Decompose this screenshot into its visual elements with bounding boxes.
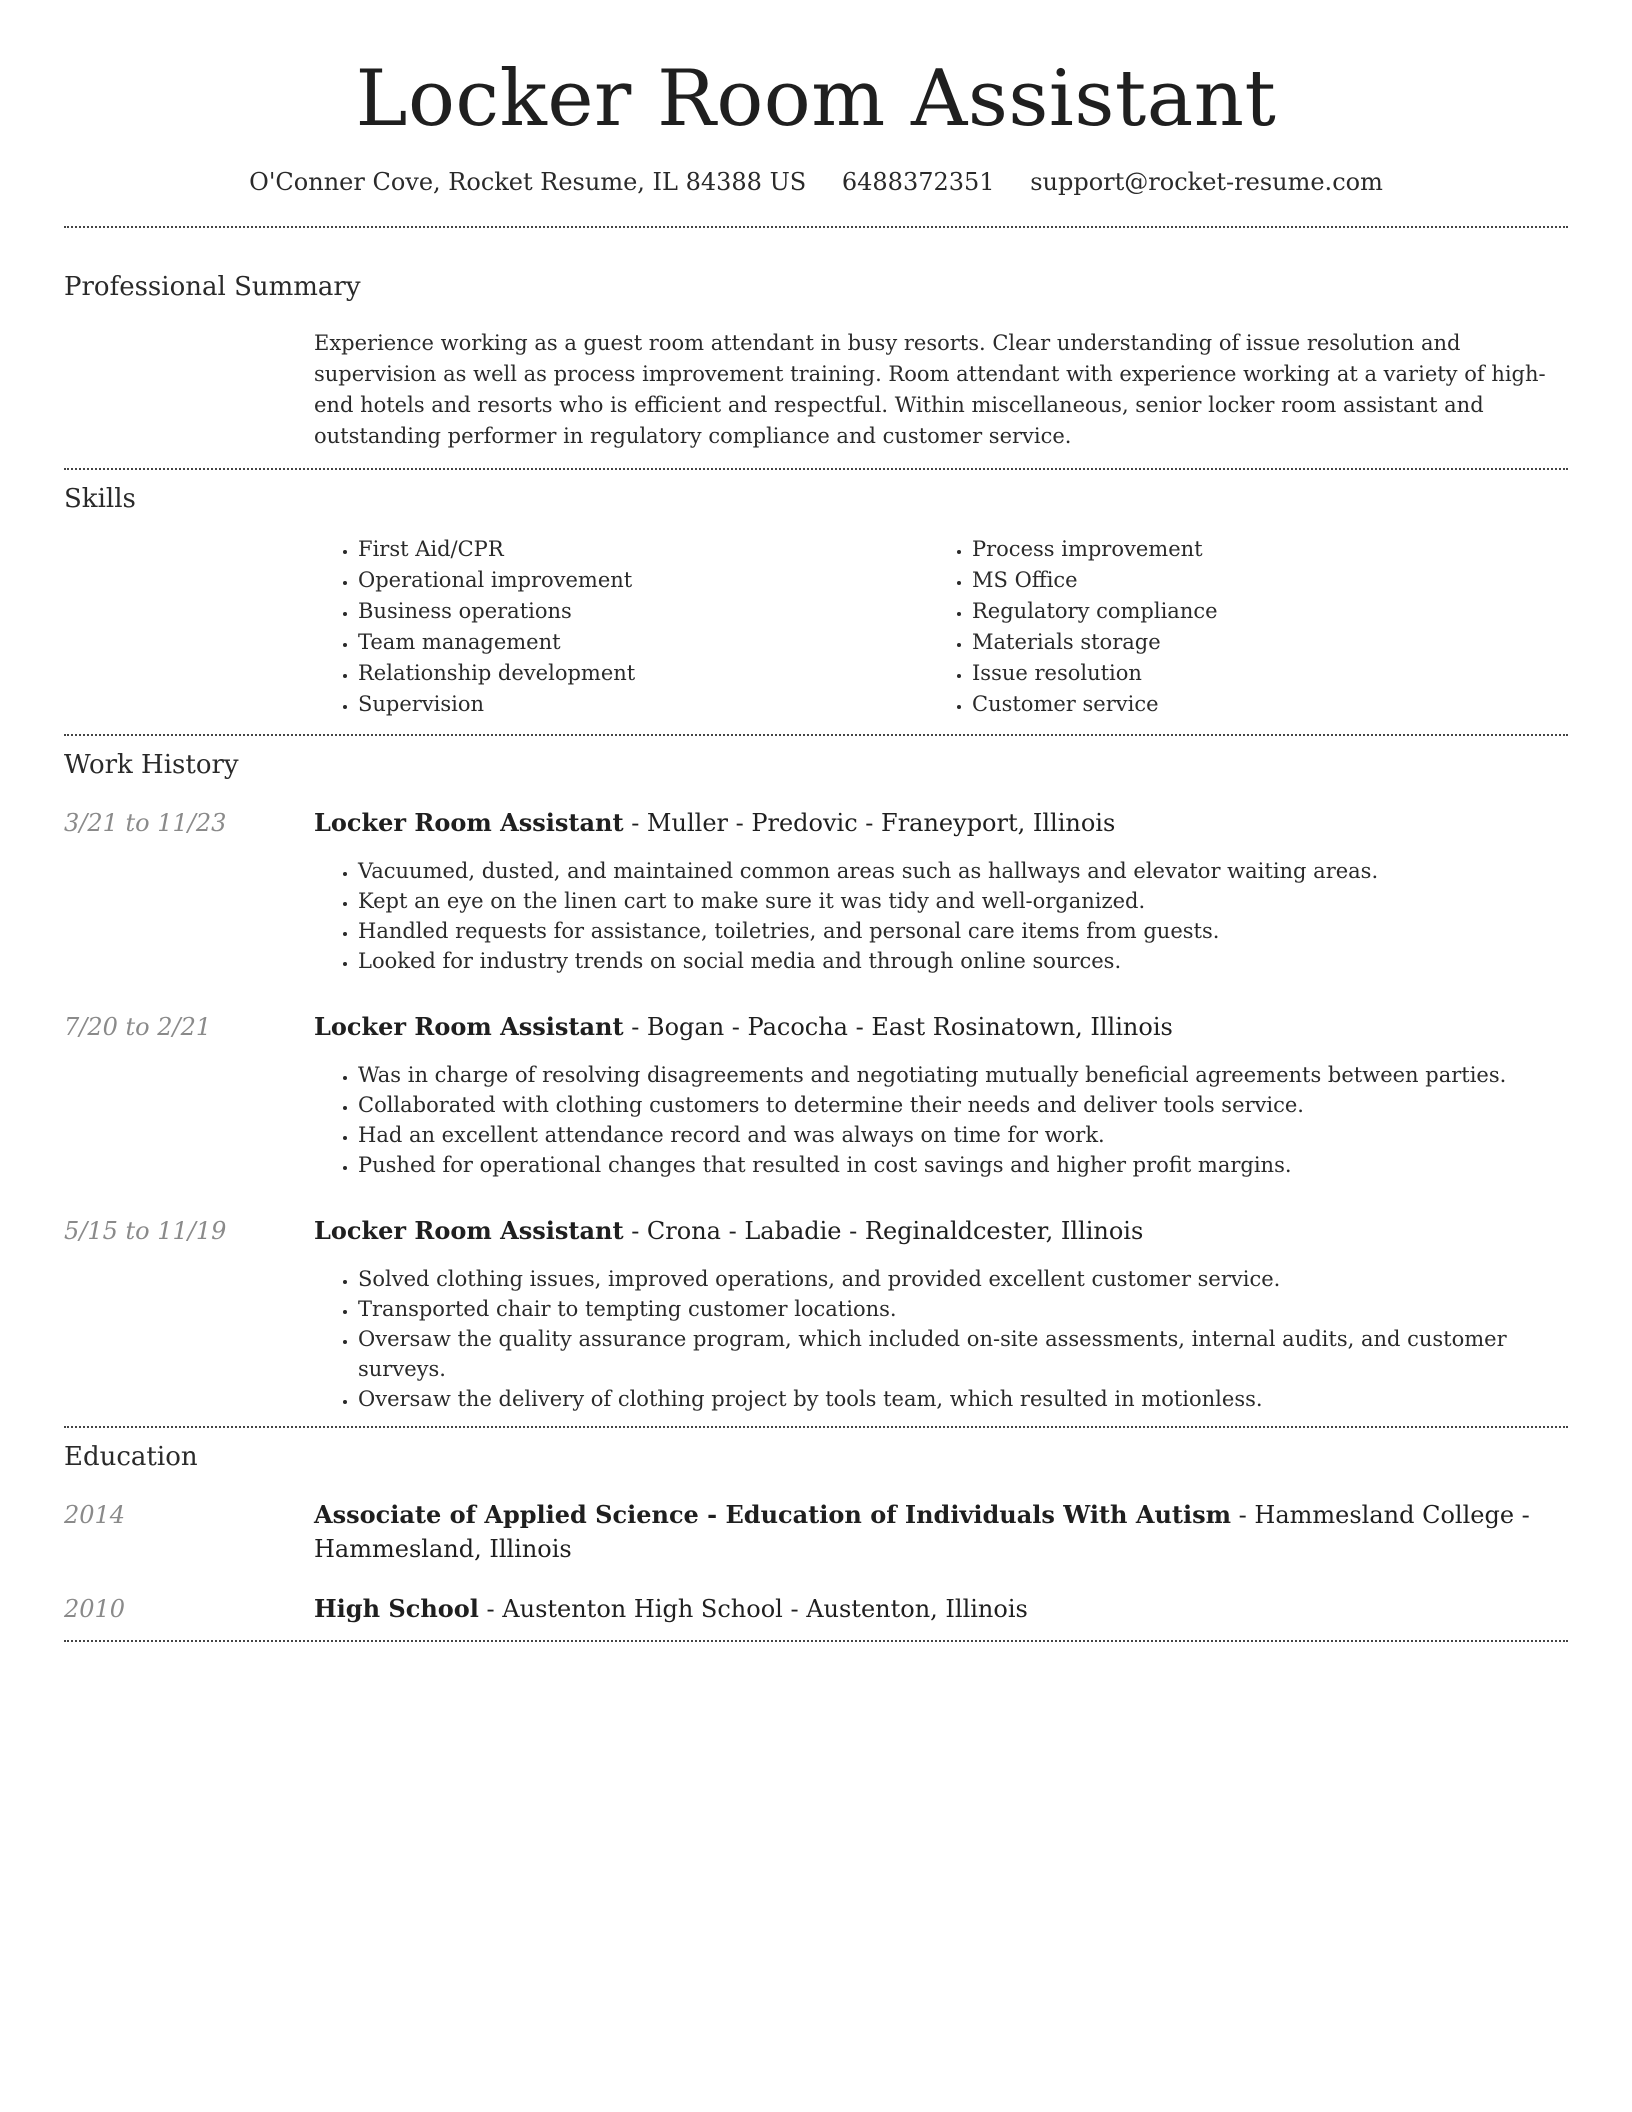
skill-item: • MS Office	[972, 565, 1542, 596]
education-year: 2010	[64, 1595, 126, 1623]
job-details	[314, 1010, 1568, 1180]
job-title: Locker Room Assistant	[314, 1216, 624, 1245]
education-school: - Hammesland College - Hammesland, Illinois	[314, 1501, 1530, 1563]
job-bullet: • Transported chair to tempting customer locations.	[358, 1294, 1568, 1324]
job-entry	[64, 806, 1568, 976]
section-title-skills: Skills	[64, 484, 136, 514]
job-bullets	[314, 1060, 1568, 1180]
section-title-summary: Professional Summary	[64, 272, 361, 302]
job-bullet: • Had an excellent attendance record and was always on time for work.	[358, 1120, 1568, 1150]
divider	[64, 468, 1568, 470]
job-bullet: • Collaborated with clothing customers to determine their needs and deliver tools service.	[358, 1090, 1568, 1120]
job-details	[314, 1214, 1568, 1414]
job-dates: 7/20 to 2/21	[64, 1013, 212, 1041]
job-details	[314, 806, 1568, 976]
job-entry	[64, 1010, 1568, 1180]
summary-text: Experience working as a guest room attendant in busy resorts. Clear understanding of issue resolution and supervision as well as process improvement training. Room attendant with experience working at a variety of high-end hotels and resorts who is efficient and respectful. Within miscellaneous, senior locker room assistant and outstanding performer in regulatory compliance and customer service.	[314, 331, 1546, 448]
job-heading	[314, 1010, 1568, 1044]
education-degree: Associate of Applied Science - Education of Individuals With Autism	[314, 1500, 1232, 1529]
divider	[64, 1640, 1568, 1642]
job-dates: 5/15 to 11/19	[64, 1217, 227, 1245]
job-bullet: • Oversaw the delivery of clothing project by tools team, which resulted in motionless.	[358, 1384, 1568, 1414]
job-bullet: • Handled requests for assistance, toiletries, and personal care items from guests.	[358, 916, 1568, 946]
job-bullet: • Was in charge of resolving disagreements and negotiating mutually beneficial agreements between parties.	[358, 1060, 1568, 1090]
skill-item: • Operational improvement	[358, 565, 928, 596]
skill-item: • Process improvement	[972, 534, 1542, 565]
skill-item: • Team management	[358, 627, 928, 658]
resume-page	[64, 0, 1568, 1642]
job-title: Locker Room Assistant	[314, 808, 624, 837]
skill-item: • Supervision	[358, 689, 928, 720]
contact-address: O'Conner Cove, Rocket Resume, IL 84388 US	[249, 168, 807, 196]
skill-item: • Customer service	[972, 689, 1542, 720]
education-entry	[64, 1592, 1568, 1626]
education-degree: High School	[314, 1594, 479, 1623]
education-school: - Austenton High School - Austenton, Illinois	[478, 1595, 1028, 1623]
job-bullet: • Kept an eye on the linen cart to make sure it was tidy and well-organized.	[358, 886, 1568, 916]
contact-email: support@rocket-resume.com	[1030, 168, 1383, 196]
job-employer: - Muller - Predovic - Franeyport, Illinois	[623, 809, 1116, 837]
section-title-work-history: Work History	[64, 750, 239, 780]
job-bullets	[314, 856, 1568, 976]
job-bullet: • Vacuumed, dusted, and maintained common areas such as hallways and elevator waiting areas.	[358, 856, 1568, 886]
job-employer: - Bogan - Pacocha - East Rosinatown, Illinois	[623, 1013, 1173, 1041]
contact-phone: 6488372351	[841, 168, 995, 196]
job-heading	[314, 806, 1568, 840]
divider	[64, 734, 1568, 736]
job-heading	[314, 1214, 1568, 1248]
skill-item: • Relationship development	[358, 658, 928, 689]
skills-column-right	[928, 534, 1542, 720]
job-dates: 3/21 to 11/23	[64, 809, 227, 837]
job-bullet: • Looked for industry trends on social media and through online sources.	[358, 946, 1568, 976]
job-title: Locker Room Assistant	[314, 1012, 624, 1041]
divider	[64, 1426, 1568, 1428]
skill-item: • Materials storage	[972, 627, 1542, 658]
divider	[64, 226, 1568, 228]
skill-item: • Issue resolution	[972, 658, 1542, 689]
job-bullet: • Solved clothing issues, improved operations, and provided excellent customer service.	[358, 1264, 1568, 1294]
job-bullet: • Pushed for operational changes that resulted in cost savings and higher profit margins.	[358, 1150, 1568, 1180]
section-title-education: Education	[64, 1442, 198, 1472]
contact-line	[64, 168, 1568, 196]
job-bullet: • Oversaw the quality assurance program, which included on-site assessments, internal audits, and customer surveys.	[358, 1324, 1568, 1384]
education-year: 2014	[64, 1501, 126, 1529]
skill-item: • Regulatory compliance	[972, 596, 1542, 627]
skill-item: • Business operations	[358, 596, 928, 627]
education-details	[314, 1592, 1568, 1626]
skill-item: • First Aid/CPR	[358, 534, 928, 565]
job-bullets	[314, 1264, 1568, 1414]
education-details	[314, 1498, 1568, 1566]
education-entry	[64, 1498, 1568, 1566]
candidate-name: Locker Room Assistant	[355, 54, 1277, 144]
job-employer: - Crona - Labadie - Reginaldcester, Illinois	[623, 1217, 1144, 1245]
skills-list	[314, 534, 1568, 734]
job-entry	[64, 1214, 1568, 1414]
skills-column-left	[314, 534, 928, 720]
